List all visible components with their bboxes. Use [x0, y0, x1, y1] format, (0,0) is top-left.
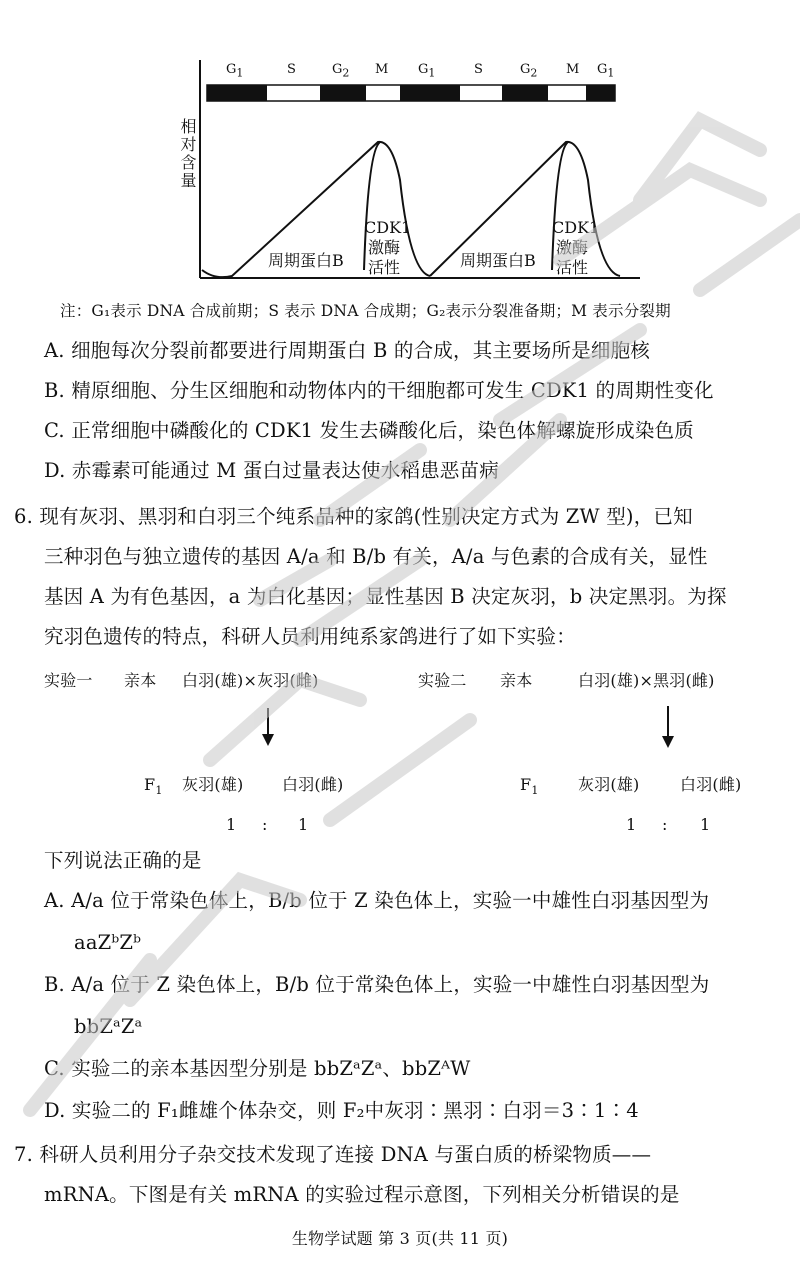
- exp1-f1-female: 白羽(雌): [282, 775, 344, 794]
- phase-label: $G_1$: [226, 62, 244, 80]
- exp1-arrow-head: [262, 734, 274, 746]
- phase-bar: [207, 85, 615, 101]
- exp1-ratio-right: 1: [298, 815, 309, 834]
- exp2-title: 实验二: [418, 671, 467, 690]
- q6-prompt: 下列说法正确的是: [44, 849, 202, 872]
- q5-option-d: D. 赤霉素可能通过 M 蛋白过量表达使水稻患恶苗病: [44, 459, 499, 482]
- exp2-ratio-right: 1: [700, 815, 711, 834]
- phase-label: S: [287, 62, 296, 77]
- cyclin-b-label: 周期蛋白B: [268, 251, 344, 270]
- exp2-f1-male: 灰羽(雄): [578, 775, 640, 794]
- exp1-arrow: [267, 708, 269, 734]
- exp1-f1-label: $F_1$: [144, 775, 163, 798]
- phase-label: $G_1$: [418, 62, 436, 80]
- q5-option-b: B. 精原细胞、分生区细胞和动物体内的干细胞都可发生 CDK1 的周期性变化: [44, 379, 714, 402]
- q7-stem-line: 7. 科研人员利用分子杂交技术发现了连接 DNA 与蛋白质的桥梁物质——: [14, 1143, 652, 1166]
- exp2-f1-label: $F_1$: [520, 775, 539, 798]
- cdk1-label: CDK1 激酶 活性: [364, 218, 412, 277]
- exp2-cross: 白羽(雄)×黑羽(雌): [578, 671, 715, 690]
- exp2-f1-female: 白羽(雌): [680, 775, 742, 794]
- exp2-ratio-left: 1: [626, 815, 637, 834]
- page-footer: 生物学试题 第 3 页(共 11 页): [291, 1229, 509, 1248]
- exp1-cross: 白羽(雄)×灰羽(雌): [182, 671, 319, 690]
- phase-label: S: [474, 62, 483, 77]
- phase-label: M: [375, 62, 389, 77]
- q5-option-a: A. 细胞每次分裂前都要进行周期蛋白 B 的合成，其主要场所是细胞核: [44, 339, 651, 362]
- cyclin-b-label: 周期蛋白B: [460, 251, 536, 270]
- q6-option-c: C. 实验二的亲本基因型分别是 bbZᵃZᵃ、bbZᴬW: [44, 1057, 471, 1080]
- q6-option-d: D. 实验二的 F₁雌雄个体杂交，则 F₂中灰羽∶黑羽∶白羽＝3∶1∶4: [44, 1099, 639, 1122]
- q6-option-a: A. A/a 位于常染色体上，B/b 位于 Z 染色体上，实验一中雄性白羽基因型为: [44, 889, 710, 912]
- figure-note: 注：G₁表示 DNA 合成前期；S 表示 DNA 合成期；G₂表示分裂准备期；M 表示分裂期: [60, 302, 671, 320]
- exp1-title: 实验一: [44, 671, 93, 690]
- q6-stem-line: 6. 现有灰羽、黑羽和白羽三个纯系品种的家鸽(性别决定方式为 ZW 型)，已知: [14, 505, 693, 528]
- q7-stem-line: mRNA。下图是有关 mRNA 的实验过程示意图，下列相关分析错误的是: [44, 1183, 680, 1206]
- q6-stem-line: 三种羽色与独立遗传的基因 A/a 和 B/b 有关，A/a 与色素的合成有关，显性: [44, 545, 708, 568]
- exp1-parent-label: 亲本: [124, 671, 157, 690]
- q5-option-c: C. 正常细胞中磷酸化的 CDK1 发生去磷酸化后，染色体解螺旋形成染色质: [44, 419, 694, 442]
- exp1-ratio-colon: :: [262, 815, 268, 834]
- exp1-f1-male: 灰羽(雄): [182, 775, 244, 794]
- q6-option-b: B. A/a 位于 Z 染色体上，B/b 位于常染色体上，实验一中雄性白羽基因型为: [44, 973, 710, 996]
- exp1-ratio-left: 1: [226, 815, 237, 834]
- y-axis-label: 相对含量: [178, 118, 197, 190]
- phase-label: $G_2$: [520, 62, 538, 80]
- q6-option-a-genotype: aaZᵇZᵇ: [74, 931, 142, 954]
- exp2-parent-label: 亲本: [500, 671, 533, 690]
- cdk1-label: CDK1 激酶 活性: [552, 218, 600, 277]
- phase-label: M: [566, 62, 580, 77]
- q6-option-b-genotype: bbZᵃZᵃ: [74, 1015, 143, 1038]
- exp2-arrow: [667, 706, 669, 736]
- q6-stem-line: 基因 A 为有色基因，a 为白化基因；显性基因 B 决定灰羽，b 决定黑羽。为探: [44, 585, 727, 608]
- exp2-arrow-head: [662, 736, 674, 748]
- phase-label: $G_2$: [332, 62, 350, 80]
- phase-label: $G_1$: [597, 62, 615, 80]
- q6-stem-line: 究羽色遗传的特点，科研人员利用纯系家鸽进行了如下实验：: [44, 625, 576, 648]
- exp2-ratio-colon: :: [662, 815, 668, 834]
